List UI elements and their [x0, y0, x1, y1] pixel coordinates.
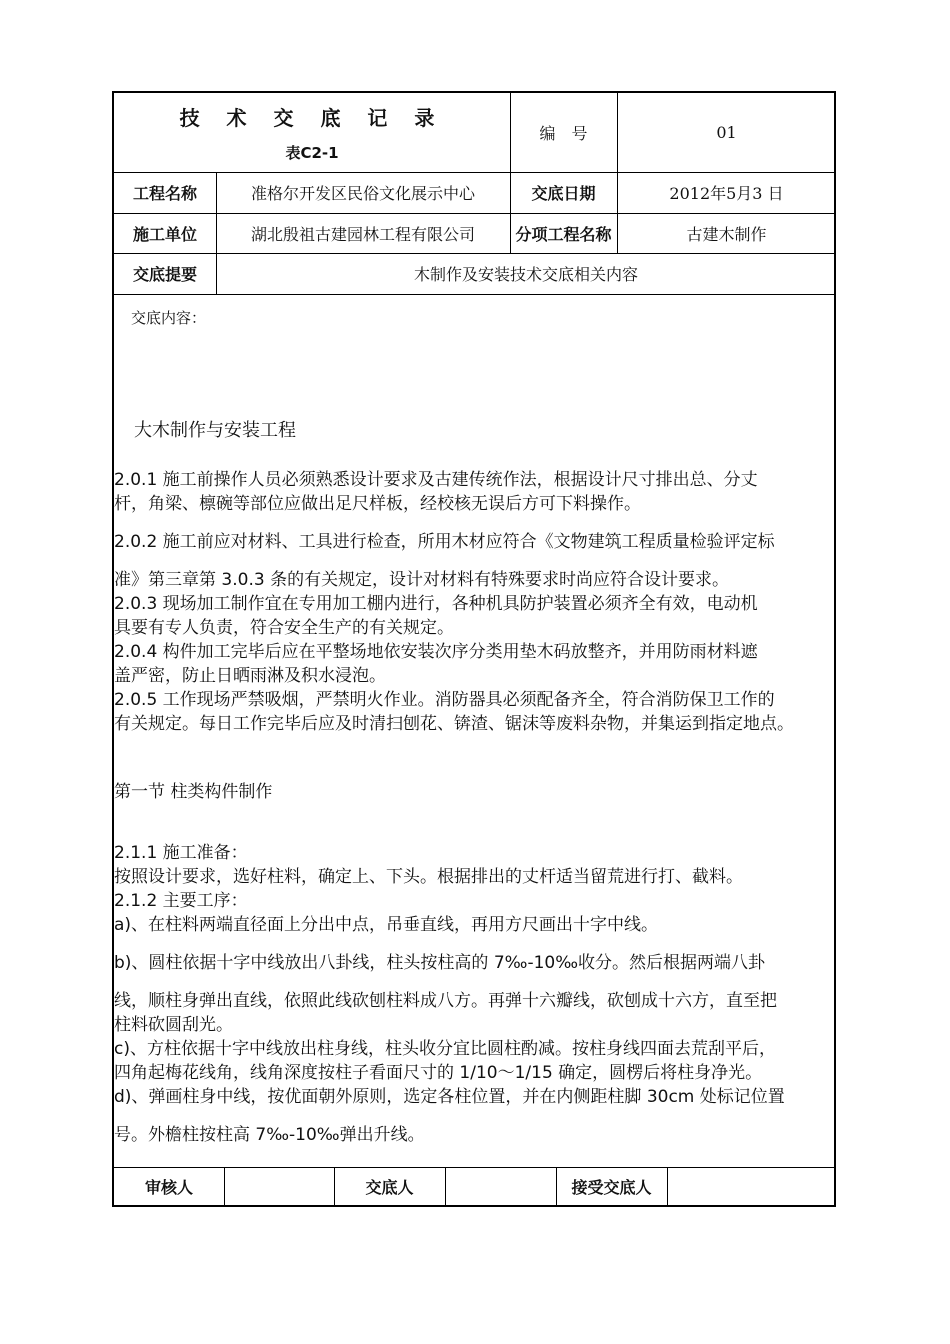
- content-line: 号。外檐柱按柱高 7‰-10‰弹出升线。: [114, 1125, 425, 1145]
- subproject-label: 分项工程名称: [515, 224, 612, 244]
- content-line: d)、弹画柱身中线，按优面朝外原则，选定各柱位置，并在内侧距柱脚 30cm 处标记位置: [114, 1087, 785, 1107]
- content-line: 具要有专人负责，符合安全生产的有关规定。: [114, 618, 454, 638]
- content-line: 2.0.4 构件加工完毕后应在平整场地依安装次序分类用垫木码放整齐，并用防雨材料遮: [114, 642, 758, 662]
- form-code: 表C2-1: [285, 143, 339, 162]
- project-name-label: 工程名称: [132, 184, 197, 203]
- receiver-label: 接受交底人: [571, 1177, 652, 1197]
- content-line: 柱料砍圆刮光。: [114, 1015, 233, 1035]
- discloser-label: 交底人: [365, 1177, 414, 1197]
- content-line: 2.0.3 现场加工制作宜在专用加工棚内进行，各种机具防护装置必须齐全有效，电动机: [114, 594, 758, 614]
- content-line: 线，顺柱身弹出直线，依照此线砍刨柱料成八方。再弹十六瓣线，砍刨成十六方，直至把: [114, 991, 777, 1011]
- row-divider: [114, 294, 834, 295]
- date-value: 2012年5月3 日: [669, 184, 784, 203]
- content-line: 2.0.2 施工前应对材料、工具进行检查，所用木材应符合《文物建筑工程质量检验评定标: [114, 532, 775, 552]
- document-title: 技 术 交 底 记 录: [179, 105, 445, 130]
- content-line: 2.1.2 主要工序：: [114, 891, 248, 911]
- content-line: 有关规定。每日工作完毕后应及时清扫刨花、锛渣、锯沫等废料杂物，并集运到指定地点。: [114, 714, 794, 734]
- section-heading: 第一节 柱类构件制作: [114, 782, 273, 802]
- content-block-2: [114, 841, 836, 1147]
- content-line: 2.1.1 施工准备：: [114, 843, 248, 863]
- project-name-value: 准格尔开发区民俗文化展示中心: [250, 184, 475, 203]
- summary-value: 木制作及安装技术交底相关内容: [413, 265, 638, 284]
- reviewer-signature-field[interactable]: [224, 1167, 334, 1205]
- content-line: 按照设计要求，选好柱料，确定上、下头。根据排出的丈杆适当留荒进行打、截料。: [114, 867, 743, 887]
- number-value: 01: [716, 123, 737, 142]
- content-block-1: [114, 468, 836, 736]
- content-line: 准》第三章第 3.0.3 条的有关规定，设计对材料有特殊要求时尚应符合设计要求。: [114, 570, 730, 590]
- content-line: 四角起梅花线角，线角深度按柱子看面尺寸的 1/10～1/15 确定，圆楞后将柱身净光。: [114, 1063, 763, 1083]
- summary-label: 交底提要: [132, 265, 197, 284]
- content-line: b)、圆柱依据十字中线放出八卦线，柱头按柱高的 7‰-10‰收分。然后根据两端八卦: [114, 953, 766, 973]
- reviewer-label: 审核人: [144, 1177, 193, 1197]
- record-form: [112, 91, 836, 1207]
- content-line: 2.0.5 工作现场严禁吸烟，严禁明火作业。消防器具必须配备齐全，符合消防保卫工作的: [114, 690, 775, 710]
- content-line: 盖严密，防止日晒雨淋及积水浸泡。: [114, 666, 386, 686]
- date-label: 交底日期: [531, 184, 596, 203]
- subproject-value: 古建木制作: [686, 224, 767, 244]
- section-heading: 大木制作与安装工程: [134, 420, 296, 441]
- content-line: a)、在柱料两端直径面上分出中点，吊垂直线，再用方尺画出十字中线。: [114, 915, 659, 935]
- content-line: 2.0.1 施工前操作人员必须熟悉设计要求及古建传统作法，根据设计尺寸排出总、分丈: [114, 470, 758, 490]
- number-label: 编 号: [539, 124, 588, 143]
- content-line: 杆，角梁、檩碗等部位应做出足尺样板，经校核无误后方可下料操作。: [114, 494, 641, 514]
- receiver-signature-field[interactable]: [667, 1167, 836, 1205]
- content-line: c)、方柱依据十字中线放出柱身线，柱头收分宜比圆柱酌减。按柱身线四面去荒刮平后，: [114, 1039, 776, 1059]
- contractor-label: 施工单位: [132, 224, 197, 244]
- contractor-value: 湖北殷祖古建园林工程有限公司: [250, 224, 475, 244]
- discloser-signature-field[interactable]: [445, 1167, 556, 1205]
- content-label: 交底内容：: [131, 309, 207, 327]
